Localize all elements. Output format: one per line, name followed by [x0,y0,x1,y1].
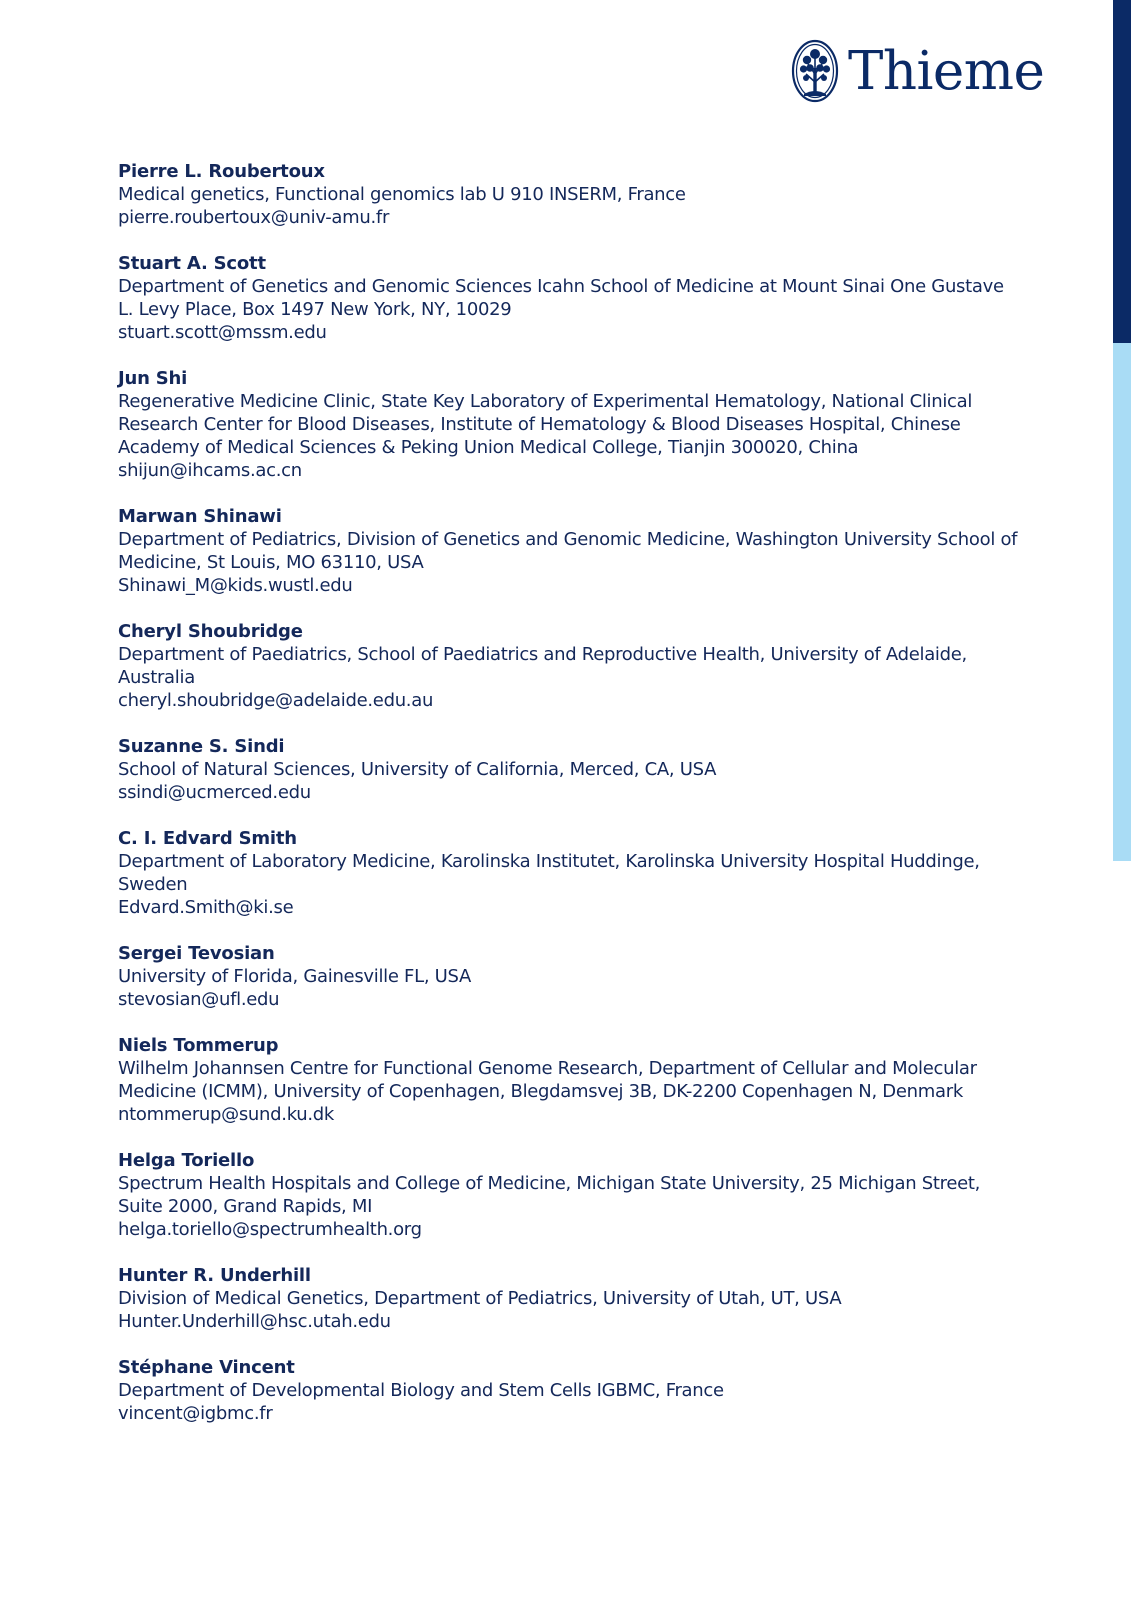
contact-affiliation: Department of Laboratory Medicine, Karolinska Institutet, Karolinska University Hospital Huddinge, Sweden [118,851,980,895]
contact-name: Niels Tommerup [118,1035,279,1056]
contact-name: Sergei Tevosian [118,943,275,964]
contact-email: Edvard.Smith@ki.se [118,897,294,918]
contact-email: stevosian@ufl.edu [118,989,280,1010]
contact-entry [118,1264,1018,1333]
contact-affiliation: School of Natural Sciences, University of California, Merced, CA, USA [118,759,717,780]
contact-email: shijun@ihcams.ac.cn [118,460,302,481]
contact-name: Helga Toriello [118,1150,255,1171]
side-accent-bar-light [1113,343,1131,861]
contact-entry [118,367,1018,482]
contact-email: pierre.roubertoux@univ-amu.fr [118,207,390,228]
publisher-logo [790,37,1044,105]
tree-emblem-icon [790,38,840,104]
contact-entry [118,160,1018,229]
contact-affiliation: Department of Developmental Biology and Stem Cells IGBMC, France [118,1380,724,1401]
contact-affiliation: University of Florida, Gainesville FL, USA [118,966,472,987]
contact-name: Suzanne S. Sindi [118,736,285,757]
contact-name: Cheryl Shoubridge [118,621,303,642]
contact-affiliation: Medical genetics, Functional genomics lab U 910 INSERM, France [118,184,686,205]
contact-entry [118,1149,1018,1241]
contact-entry [118,735,1018,804]
contact-entry [118,620,1018,712]
contact-name: Jun Shi [118,368,188,389]
contact-entry [118,1356,1018,1425]
contact-email: vincent@igbmc.fr [118,1403,273,1424]
contact-entry [118,942,1018,1011]
contact-entry [118,1034,1018,1126]
contact-name: Stuart A. Scott [118,253,266,274]
contact-email: Shinawi_M@kids.wustl.edu [118,575,353,596]
contact-name: Marwan Shinawi [118,506,282,527]
contact-entry [118,505,1018,597]
contact-name: Stéphane Vincent [118,1357,295,1378]
side-accent-bar-dark [1113,0,1131,343]
contact-name: Hunter R. Underhill [118,1265,311,1286]
contact-affiliation: Regenerative Medicine Clinic, State Key Laboratory of Experimental Hematology, National Clinical Research Center for Blood Diseases, Institute of Hematology & Blood Diseases Hospital, Chinese Academy of Medical Sciences & Peking Union Medical College, Tianjin 300020, China [118,391,973,458]
contact-affiliation: Department of Genetics and Genomic Sciences Icahn School of Medicine at Mount Sinai One Gustave L. Levy Place, Box 1497 New York, NY, 10029 [118,276,1004,320]
publisher-wordmark: Thieme [848,40,1045,102]
contact-list [118,160,1018,1448]
contact-name: Pierre L. Roubertoux [118,161,325,182]
contact-affiliation: Department of Paediatrics, School of Paediatrics and Reproductive Health, University of Adelaide, Australia [118,644,967,688]
contact-affiliation: Wilhelm Johannsen Centre for Functional Genome Research, Department of Cellular and Molecular Medicine (ICMM), University of Copenhagen, Blegdamsvej 3B, DK-2200 Copenhagen N, Denmark [118,1058,977,1102]
contact-email: stuart.scott@mssm.edu [118,322,327,343]
contact-email: Hunter.Underhill@hsc.utah.edu [118,1311,391,1332]
contact-affiliation: Division of Medical Genetics, Department of Pediatrics, University of Utah, UT, USA [118,1288,842,1309]
contact-email: ssindi@ucmerced.edu [118,782,311,803]
contact-affiliation: Spectrum Health Hospitals and College of Medicine, Michigan State University, 25 Michigan Street, Suite 2000, Grand Rapids, MI [118,1173,981,1217]
contact-email: cheryl.shoubridge@adelaide.edu.au [118,690,434,711]
contact-entry [118,827,1018,919]
contact-entry [118,252,1018,344]
contact-email: helga.toriello@spectrumhealth.org [118,1219,422,1240]
contact-affiliation: Department of Pediatrics, Division of Genetics and Genomic Medicine, Washington University School of Medicine, St Louis, MO 63110, USA [118,529,1018,573]
contact-name: C. I. Edvard Smith [118,828,297,849]
contact-email: ntommerup@sund.ku.dk [118,1104,335,1125]
